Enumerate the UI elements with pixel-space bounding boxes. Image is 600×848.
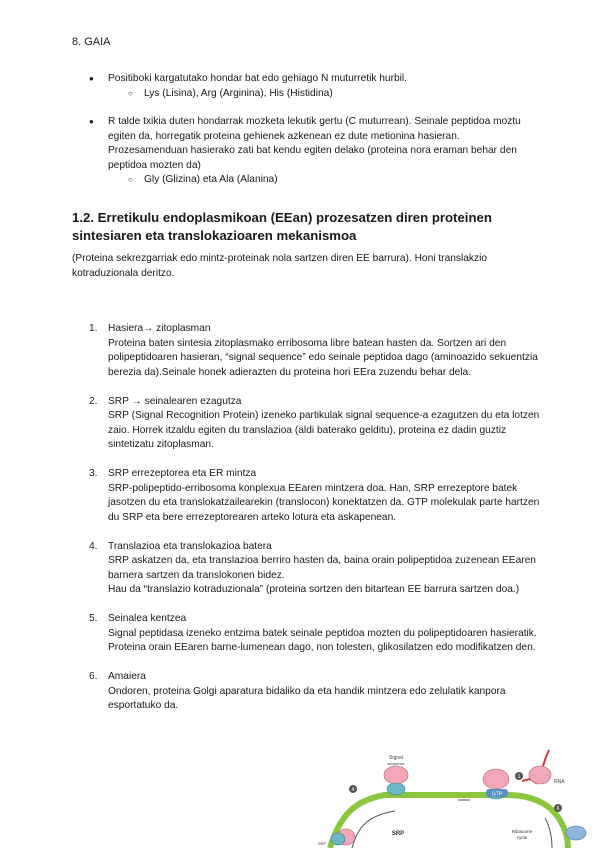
step-item xyxy=(72,322,542,380)
step-item xyxy=(72,670,542,714)
step-number: 2. xyxy=(89,395,98,407)
srp-small-label: SRP xyxy=(318,841,327,846)
step-body: Signal peptidasa izeneko entzima batek seinale peptidoa mozten du polipeptidoaren hasieratik. Proteina orain EEaren barne-lumenean dago, non tolesten, glikosilatzen edo modifikatzen den. xyxy=(108,627,537,653)
bullet-text: ● Positiboki kargatutako hondar bat edo gehiago N muturretik hurbil. xyxy=(108,73,408,84)
numbered-steps xyxy=(72,322,542,714)
step-title: Hasiera→ zitoplasman xyxy=(108,323,211,334)
signal-sequence-label: sequence xyxy=(387,761,405,766)
srp-cycle-arrow xyxy=(352,811,395,848)
step-item xyxy=(72,467,542,525)
ribosome-subunit-shape xyxy=(566,826,586,840)
step-marker-label: 4 xyxy=(351,787,355,793)
step-body: SRP (Signal Recognition Protein) izeneko partikulak signal sequence-a ezagutzen du eta lotzen zaio. Horrek itzaldu egiten du translazioa (aldi baterako gelditu), proteina ez dadin guztiz sintetizatu zitoplasman. xyxy=(108,410,540,450)
ribosome-shape xyxy=(483,769,509,789)
step-marker-label: 6 xyxy=(556,806,560,812)
ribosome-shape xyxy=(529,766,551,784)
step-body: Ondoren, proteina Golgi aparatura bidaliko da eta handik mintzera edo zelulatik kanpora esportatuko da. xyxy=(108,685,506,711)
step-body: SRP askatzen da, eta translazioa berriro hasten da, baina orain polipeptidoa zuzenean EEaren barnera sartzen da translokonen bidez. Hau da “translazio kotraduzionala” (proteina sortzen den bitartean EE barrura sartzen doa.) xyxy=(108,555,536,595)
srp-cycle-figure xyxy=(300,745,600,848)
step-number: 1. xyxy=(89,323,98,334)
step-number: 4. xyxy=(89,540,98,552)
step-body: Proteina baten sintesia zitoplasmako erribosoma libre batean hasten da. Sortzen ari den polipeptidoaren hasieran, “signal sequence” edo seinale peptidoa dago (aminoazido sekuentzia berezia da).Seinale honek adierazten du proteina hori EEra zuzendu behar dela. xyxy=(108,337,538,378)
cycle-label: cycle xyxy=(516,835,528,840)
section-heading: 1.2. Erretikulu endoplasmikoan (EEan) prozesatzen diren proteinen sintesiaren eta translokazioaren mekanismoa xyxy=(72,210,492,243)
bullet-item xyxy=(72,115,542,188)
step-title: Translazioa eta translokazioa batera xyxy=(108,540,272,552)
bullet-item xyxy=(72,72,542,101)
gtp-label: GTP xyxy=(491,791,503,798)
bullet-text: ● R talde txikia duten hondarrak mozketa lekutik gertu (C muturrean). Seinale peptidoa moztu egiten da, horregatik proteina gehienek azkenean ez dute metionina hasieran. Prozesamenduan hasierako zati bat kendu egiten delako (proteina nora eraman behar den peptidoa mozten da) xyxy=(108,116,521,171)
step-title: Seinalea kentzea xyxy=(108,613,187,624)
ribosome-shape xyxy=(384,766,408,784)
step-title: Amaiera xyxy=(108,671,146,682)
step-number: 5. xyxy=(89,613,98,624)
srp-shape xyxy=(387,783,405,795)
step-item xyxy=(72,612,542,656)
step-title: SRP → seinalearen ezagutza xyxy=(108,395,242,407)
step-title: SRP errezeptorea eta ER mintza xyxy=(108,468,257,479)
rna-label: RNA xyxy=(554,779,565,785)
signal-label: Signal xyxy=(389,755,403,761)
srp-cycle-label: SRP xyxy=(391,831,405,837)
step-number: 6. xyxy=(89,671,98,682)
sub-bullet-text: ○ Gly (Glizina) eta Ala (Alanina) xyxy=(72,173,542,188)
step-body: SRP-polipeptido-erribosoma konplexua EEaren mintzera doa. Han, SRP errezeptore batek jasotzen du eta translokatzailearekin (translocon) konektatzen da. GTP molekulak parte hartzen du SRP eta bere errezeptorearen arteko lotura eta askapenean. xyxy=(108,482,540,523)
step-item xyxy=(72,540,542,598)
ribosome-cycle-label: Ribosome xyxy=(511,829,533,834)
sub-bullet-text: ○ Lys (Lisina), Arg (Arginina), His (Histidina) xyxy=(72,87,542,102)
step-item xyxy=(72,395,542,453)
bullet-list xyxy=(72,72,542,188)
step-number: 3. xyxy=(89,468,98,479)
step-marker-label: 1 xyxy=(517,774,521,780)
page-header: 8. GAIA xyxy=(72,36,111,48)
srp-shape xyxy=(331,833,345,845)
er-membrane xyxy=(330,795,568,848)
section-intro: (Proteina sekrezgarriak edo mintz-proteinak nola sartzen diren EE barrura). Honi translakzio kotraduzionala deritzo. xyxy=(72,253,488,279)
srp-cycle-diagram xyxy=(300,745,600,848)
ribosome-cycle-arrow xyxy=(545,818,552,848)
